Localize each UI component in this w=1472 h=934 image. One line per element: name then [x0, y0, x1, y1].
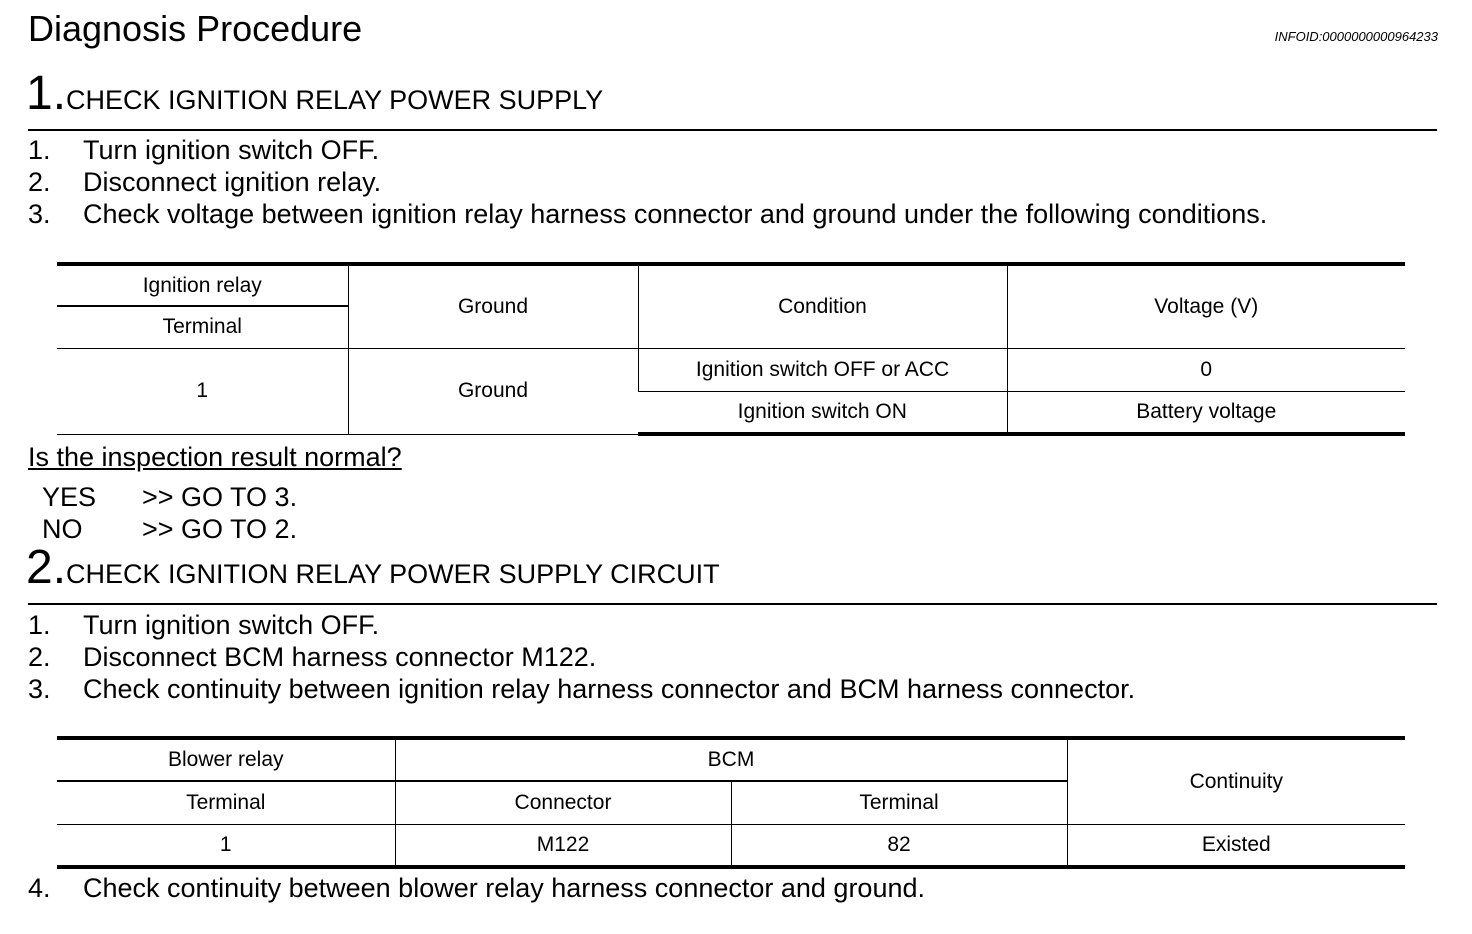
cell-terminal: 1 — [57, 824, 395, 867]
step-1-heading — [26, 68, 603, 124]
continuity-table — [57, 736, 1405, 869]
table-row — [57, 824, 1405, 867]
header-blower-relay: Blower relay — [57, 738, 395, 781]
step-2-heading — [26, 542, 720, 598]
list-item: 4. Check continuity between blower relay harness connector and ground. — [28, 873, 925, 903]
cell-voltage: 0 — [1007, 348, 1405, 391]
inspection-question: Is the inspection result normal? — [28, 442, 402, 472]
cell-terminal: 1 — [57, 348, 348, 434]
header-terminal: Terminal — [57, 306, 348, 348]
cell-voltage: Battery voltage — [1007, 391, 1405, 434]
list-item: 2. Disconnect BCM harness connector M122. — [28, 642, 597, 672]
info-id: INFOID:0000000000964233 — [1274, 29, 1438, 44]
voltage-table — [57, 262, 1405, 436]
list-item: 2. Disconnect ignition relay. — [28, 167, 382, 197]
step-2-title: CHECK IGNITION RELAY POWER SUPPLY CIRCUIT — [66, 559, 720, 589]
table-row — [57, 348, 1405, 391]
header-continuity: Continuity — [1067, 738, 1405, 824]
page-title: Diagnosis Procedure — [28, 8, 363, 49]
header-connector: Connector — [395, 781, 731, 824]
list-item: 3. Check continuity between ignition relay harness connector and BCM harness connector. — [28, 674, 1136, 704]
step-1-number: 1. — [26, 67, 67, 120]
cell-connector: M122 — [395, 824, 731, 867]
cell-bcm-terminal: 82 — [731, 824, 1067, 867]
header-voltage: Voltage (V) — [1007, 264, 1405, 348]
list-item: 1. Turn ignition switch OFF. — [28, 135, 380, 165]
header-bcm-terminal: Terminal — [731, 781, 1067, 824]
header-ignition-relay: Ignition relay — [57, 264, 348, 306]
cell-condition: Ignition switch OFF or ACC — [638, 348, 1007, 391]
header-bcm: BCM — [395, 738, 1067, 781]
cell-condition: Ignition switch ON — [638, 391, 1007, 434]
header-condition: Condition — [638, 264, 1007, 348]
step-1-instructions — [28, 134, 1267, 230]
step-2-instructions-continued — [28, 872, 925, 904]
list-item: 1. Turn ignition switch OFF. — [28, 610, 380, 640]
step-2-number: 2. — [26, 541, 67, 594]
header-terminal: Terminal — [57, 781, 395, 824]
cell-ground: Ground — [348, 348, 638, 434]
header-ground: Ground — [348, 264, 638, 348]
step-2-divider — [28, 603, 1437, 605]
list-item: 3. Check voltage between ignition relay harness connector and ground under the following conditions. — [28, 199, 1268, 229]
step-1-title: CHECK IGNITION RELAY POWER SUPPLY — [66, 85, 604, 115]
step-2-instructions — [28, 609, 1135, 705]
cell-continuity: Existed — [1067, 824, 1405, 867]
step-1-divider — [28, 129, 1437, 131]
